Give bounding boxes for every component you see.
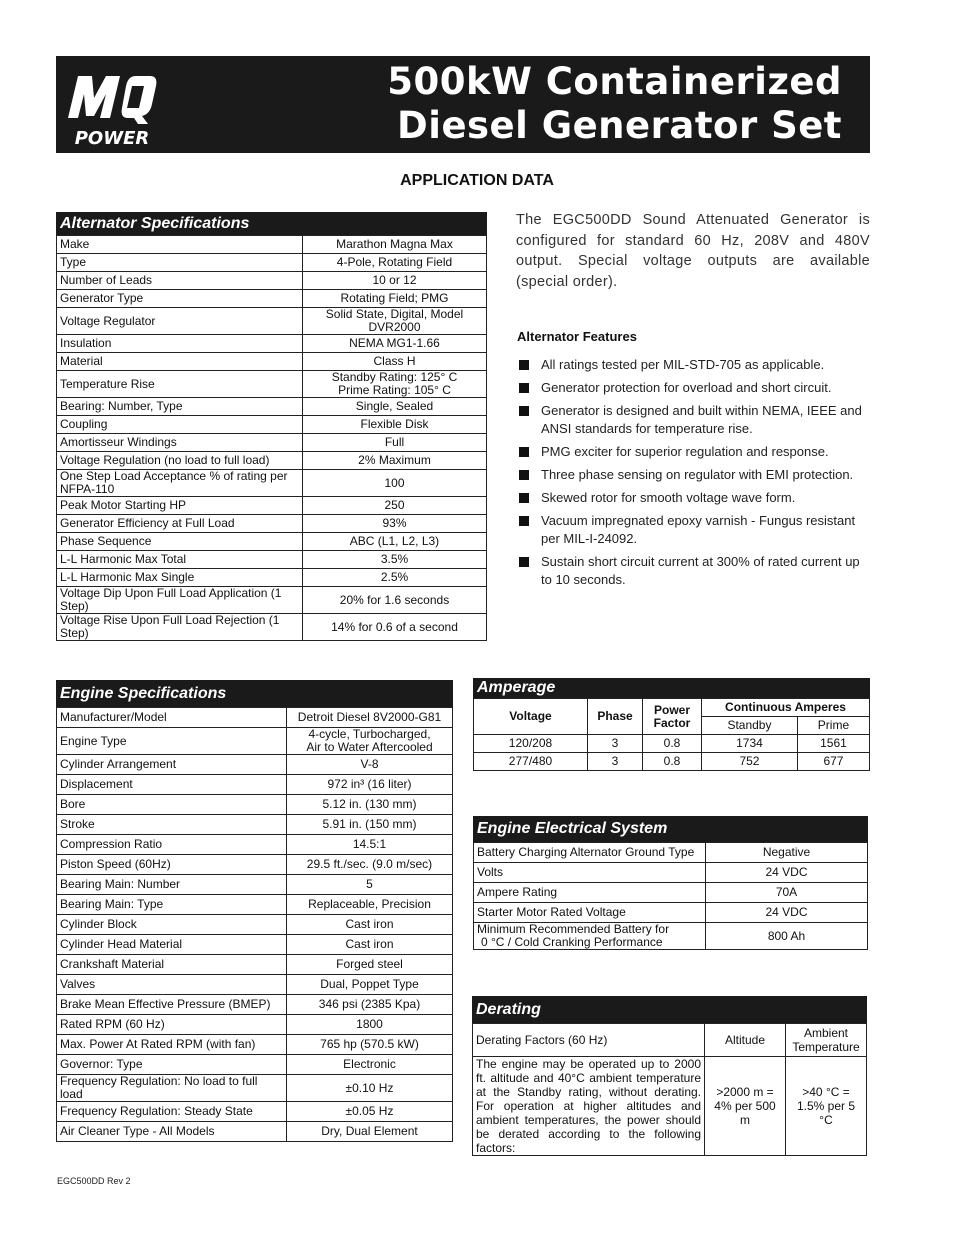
amperage-section	[473, 678, 870, 771]
engine-row	[57, 815, 453, 835]
alternator-row	[57, 569, 487, 587]
derating-title: Derating	[472, 996, 867, 1023]
engine-row	[57, 1055, 453, 1075]
alternator-row	[57, 272, 487, 290]
electrical-title: Engine Electrical System	[473, 816, 868, 842]
spec-label: Frequency Regulation: Steady State	[57, 1102, 287, 1122]
spec-label: Type	[57, 254, 303, 272]
spec-label: Generator Efficiency at Full Load	[57, 515, 303, 533]
spec-label: Compression Ratio	[57, 835, 287, 855]
engine-row	[57, 975, 453, 995]
spec-label: L-L Harmonic Max Total	[57, 551, 303, 569]
title-line-1: 500kW Containerized	[387, 60, 842, 103]
ambient-value-line2: 1.5% per 5 °C	[796, 1099, 856, 1127]
feature-item	[517, 489, 873, 507]
spec-value: Dual, Poppet Type	[287, 975, 453, 995]
intro-paragraph: The EGC500DD Sound Attenuated Generator is configured for standard 60 Hz, 208V and 480V output. Special voltage outputs are available (special order).	[516, 212, 870, 290]
square-bullet-icon	[519, 447, 529, 457]
amperage-row	[474, 735, 870, 753]
feature-text: Skewed rotor for smooth voltage wave form.	[541, 490, 796, 505]
col-voltage: Voltage	[474, 699, 588, 735]
spec-value: 100	[303, 470, 487, 497]
spec-label: Governor: Type	[57, 1055, 287, 1075]
derating-table	[472, 1023, 867, 1156]
spec-value: Replaceable, Precision	[287, 895, 453, 915]
spec-label: Starter Motor Rated Voltage	[474, 903, 706, 923]
amperage-cell-prime: 677	[797, 753, 869, 771]
electrical-row	[474, 903, 868, 923]
electrical-table	[473, 842, 868, 950]
header-banner	[56, 56, 870, 153]
spec-value: 765 hp (570.5 kW)	[287, 1035, 453, 1055]
spec-value: Rotating Field; PMG	[303, 290, 487, 308]
spec-label: Bearing: Number, Type	[57, 398, 303, 416]
spec-label: Bearing Main: Type	[57, 895, 287, 915]
alternator-row	[57, 308, 487, 335]
spec-value: V-8	[287, 755, 453, 775]
spec-label: Material	[57, 353, 303, 371]
electrical-row	[474, 883, 868, 903]
spec-value: 24 VDC	[706, 903, 868, 923]
spec-label: Air Cleaner Type - All Models	[57, 1122, 287, 1142]
spec-value: Class H	[303, 353, 487, 371]
spec-value: Marathon Magna Max	[303, 236, 487, 254]
amperage-cell-pf: 0.8	[643, 753, 702, 771]
engine-row	[57, 955, 453, 975]
alternator-row	[57, 335, 487, 353]
col-prime: Prime	[797, 717, 869, 735]
alternator-specifications	[56, 212, 487, 641]
spec-value: 1800	[287, 1015, 453, 1035]
alternator-row	[57, 470, 487, 497]
amperage-cell-standby: 1734	[702, 735, 798, 753]
altitude-value-line2: 4% per 500 m	[714, 1099, 776, 1127]
spec-label: Temperature Rise	[57, 371, 303, 398]
feature-text: Generator is designed and built within NEMA, IEEE and ANSI standards for temperature rise.	[541, 403, 862, 436]
spec-label: Number of Leads	[57, 272, 303, 290]
spec-value: Detroit Diesel 8V2000-G81	[287, 708, 453, 728]
electrical-row	[474, 863, 868, 883]
feature-item	[517, 356, 873, 374]
engine-row	[57, 795, 453, 815]
spec-value: Cast iron	[287, 915, 453, 935]
spec-label: Engine Type	[57, 728, 287, 755]
mq-power-logo	[62, 68, 162, 150]
amperage-cell-voltage: 120/208	[474, 735, 588, 753]
engine-row	[57, 775, 453, 795]
engine-row	[57, 1075, 453, 1102]
page-title	[202, 60, 842, 148]
spec-label-line2: 0 °C / Cold Cranking Performance	[481, 935, 663, 949]
engine-row	[57, 915, 453, 935]
derating-altitude-value	[705, 1057, 786, 1156]
col-power-factor: Power Factor	[643, 699, 702, 735]
col-continuous-amperes: Continuous Amperes	[702, 699, 870, 717]
spec-label: Voltage Rise Upon Full Load Rejection (1 Step)	[57, 614, 303, 641]
engine-row	[57, 855, 453, 875]
alternator-row	[57, 398, 487, 416]
spec-value: Negative	[706, 843, 868, 863]
spec-label: Voltage Regulator	[57, 308, 303, 335]
spec-label: Bore	[57, 795, 287, 815]
spec-value: Full	[303, 434, 487, 452]
spec-label: Brake Mean Effective Pressure (BMEP)	[57, 995, 287, 1015]
spec-label: Piston Speed (60Hz)	[57, 855, 287, 875]
amperage-cell-prime: 1561	[797, 735, 869, 753]
footer-revision: EGC500DD Rev 2	[57, 1176, 131, 1186]
engine-row	[57, 895, 453, 915]
amperage-cell-pf: 0.8	[643, 735, 702, 753]
spec-value: 2.5%	[303, 569, 487, 587]
engine-row	[57, 728, 453, 755]
amperage-title: Amperage	[473, 678, 870, 698]
col-standby: Standby	[702, 717, 798, 735]
feature-text: Sustain short circuit current at 300% of rated current up to 10 seconds.	[541, 554, 860, 587]
feature-item	[517, 402, 873, 438]
spec-value	[303, 371, 487, 398]
spec-value	[287, 728, 453, 755]
spec-label: Manufacturer/Model	[57, 708, 287, 728]
square-bullet-icon	[519, 470, 529, 480]
engine-row	[57, 1102, 453, 1122]
spec-value-line2: Air to Water Aftercooled	[306, 740, 433, 754]
alternator-row	[57, 290, 487, 308]
square-bullet-icon	[519, 516, 529, 526]
features-list	[517, 356, 873, 594]
spec-label: Amortisseur Windings	[57, 434, 303, 452]
spec-value: 2% Maximum	[303, 452, 487, 470]
spec-value: 250	[303, 497, 487, 515]
amperage-cell-voltage: 277/480	[474, 753, 588, 771]
application-data-heading: APPLICATION DATA	[400, 172, 554, 189]
ambient-value-line1: >40 °C =	[802, 1085, 850, 1099]
spec-label: Volts	[474, 863, 706, 883]
electrical-row	[474, 923, 868, 950]
engine-row	[57, 875, 453, 895]
spec-value-line1: Standby Rating: 125° C	[331, 370, 458, 384]
square-bullet-icon	[519, 406, 529, 416]
spec-value: 10 or 12	[303, 272, 487, 290]
feature-item	[517, 553, 873, 589]
altitude-value-line1: >2000 m =	[716, 1085, 774, 1099]
spec-value: Cast iron	[287, 935, 453, 955]
spec-label-line1: Minimum Recommended Battery for	[477, 922, 670, 936]
spec-value: 800 Ah	[706, 923, 868, 950]
derating-factors-label: Derating Factors (60 Hz)	[473, 1024, 705, 1057]
spec-label: Ampere Rating	[474, 883, 706, 903]
spec-value: 29.5 ft./sec. (9.0 m/sec)	[287, 855, 453, 875]
amperage-cell-standby: 752	[702, 753, 798, 771]
amperage-cell-phase: 3	[588, 735, 643, 753]
spec-value: NEMA MG1-1.66	[303, 335, 487, 353]
spec-value: 14% for 0.6 of a second	[303, 614, 487, 641]
alternator-table	[56, 235, 487, 641]
feature-text: PMG exciter for superior regulation and response.	[541, 444, 829, 459]
spec-label: Voltage Regulation (no load to full load)	[57, 452, 303, 470]
feature-item	[517, 466, 873, 484]
spec-label: Displacement	[57, 775, 287, 795]
alternator-row	[57, 614, 487, 641]
engine-row	[57, 755, 453, 775]
spec-value: Solid State, Digital, Model DVR2000	[303, 308, 487, 335]
derating-note: The engine may be operated up to 2000 ft. altitude and 40°C ambient temperature at the Standby rating, without derating. For operation at higher altitudes and ambient temperatures, the power should be derated according to the following factors:	[473, 1057, 705, 1156]
spec-value: ±0.10 Hz	[287, 1075, 453, 1102]
spec-label: One Step Load Acceptance % of rating per NFPA-110	[57, 470, 303, 497]
alternator-row	[57, 236, 487, 254]
square-bullet-icon	[519, 383, 529, 393]
feature-text: Vacuum impregnated epoxy varnish - Fungus resistant per MIL-I-24092.	[541, 513, 856, 546]
features-heading: Alternator Features	[517, 329, 637, 344]
derating-ambient-value	[786, 1057, 867, 1156]
feature-item	[517, 443, 873, 461]
spec-label: Cylinder Head Material	[57, 935, 287, 955]
spec-value: 346 psi (2385 Kpa)	[287, 995, 453, 1015]
square-bullet-icon	[519, 557, 529, 567]
spec-value: Single, Sealed	[303, 398, 487, 416]
electrical-row	[474, 843, 868, 863]
spec-label: Bearing Main: Number	[57, 875, 287, 895]
spec-label: Make	[57, 236, 303, 254]
engine-row	[57, 835, 453, 855]
spec-value-line2: Prime Rating: 105° C	[338, 383, 451, 397]
spec-label: Phase Sequence	[57, 533, 303, 551]
engine-row	[57, 995, 453, 1015]
feature-item	[517, 512, 873, 548]
derating-col-altitude: Altitude	[705, 1024, 786, 1057]
engine-electrical-system	[473, 816, 868, 950]
spec-value: 4-Pole, Rotating Field	[303, 254, 487, 272]
spec-value: 5.12 in. (130 mm)	[287, 795, 453, 815]
amperage-row	[474, 753, 870, 771]
spec-value-line1: 4-cycle, Turbocharged,	[308, 727, 431, 741]
derating-col-ambient: Ambient Temperature	[786, 1024, 867, 1057]
alternator-row	[57, 416, 487, 434]
spec-value: Forged steel	[287, 955, 453, 975]
spec-value: 3.5%	[303, 551, 487, 569]
spec-label: Generator Type	[57, 290, 303, 308]
spec-label: Rated RPM (60 Hz)	[57, 1015, 287, 1035]
spec-value: Flexible Disk	[303, 416, 487, 434]
spec-label: Insulation	[57, 335, 303, 353]
col-phase: Phase	[588, 699, 643, 735]
spec-label: Frequency Regulation: No load to full load	[57, 1075, 287, 1102]
spec-label: Cylinder Arrangement	[57, 755, 287, 775]
spec-value: 20% for 1.6 seconds	[303, 587, 487, 614]
spec-value: 14.5:1	[287, 835, 453, 855]
square-bullet-icon	[519, 493, 529, 503]
spec-label: Valves	[57, 975, 287, 995]
square-bullet-icon	[519, 360, 529, 370]
spec-value: 93%	[303, 515, 487, 533]
feature-text: All ratings tested per MIL-STD-705 as applicable.	[541, 357, 825, 372]
amperage-table	[473, 698, 870, 771]
engine-row	[57, 1015, 453, 1035]
spec-value: ABC (L1, L2, L3)	[303, 533, 487, 551]
alternator-row	[57, 533, 487, 551]
engine-specifications	[56, 680, 453, 1142]
spec-label: Max. Power At Rated RPM (with fan)	[57, 1035, 287, 1055]
spec-value: 24 VDC	[706, 863, 868, 883]
alternator-row	[57, 587, 487, 614]
engine-row	[57, 935, 453, 955]
spec-value: 70A	[706, 883, 868, 903]
engine-row	[57, 1035, 453, 1055]
alternator-row	[57, 371, 487, 398]
amperage-cell-phase: 3	[588, 753, 643, 771]
spec-label: Stroke	[57, 815, 287, 835]
spec-label	[474, 923, 706, 950]
spec-label: Peak Motor Starting HP	[57, 497, 303, 515]
alternator-row	[57, 254, 487, 272]
spec-label: L-L Harmonic Max Single	[57, 569, 303, 587]
spec-value: 972 in³ (16 liter)	[287, 775, 453, 795]
spec-label: Coupling	[57, 416, 303, 434]
spec-value: 5.91 in. (150 mm)	[287, 815, 453, 835]
alternator-row	[57, 452, 487, 470]
spec-label: Crankshaft Material	[57, 955, 287, 975]
alternator-row	[57, 497, 487, 515]
alternator-row	[57, 551, 487, 569]
spec-label: Voltage Dip Upon Full Load Application (1 Step)	[57, 587, 303, 614]
derating-section	[472, 996, 867, 1156]
spec-value: 5	[287, 875, 453, 895]
spec-value: Dry, Dual Element	[287, 1122, 453, 1142]
spec-value: ±0.05 Hz	[287, 1102, 453, 1122]
alternator-row	[57, 515, 487, 533]
logo-power-text: POWER	[74, 128, 150, 149]
engine-row	[57, 1122, 453, 1142]
engine-table	[56, 707, 453, 1142]
engine-title: Engine Specifications	[56, 680, 453, 707]
spec-value: Electronic	[287, 1055, 453, 1075]
alternator-title: Alternator Specifications	[56, 212, 487, 235]
feature-text: Three phase sensing on regulator with EMI protection.	[541, 467, 854, 482]
spec-label: Cylinder Block	[57, 915, 287, 935]
title-line-2: Diesel Generator Set	[397, 104, 842, 147]
alternator-row	[57, 353, 487, 371]
feature-item	[517, 379, 873, 397]
spec-label: Battery Charging Alternator Ground Type	[474, 843, 706, 863]
engine-row	[57, 708, 453, 728]
feature-text: Generator protection for overload and short circuit.	[541, 380, 832, 395]
alternator-row	[57, 434, 487, 452]
